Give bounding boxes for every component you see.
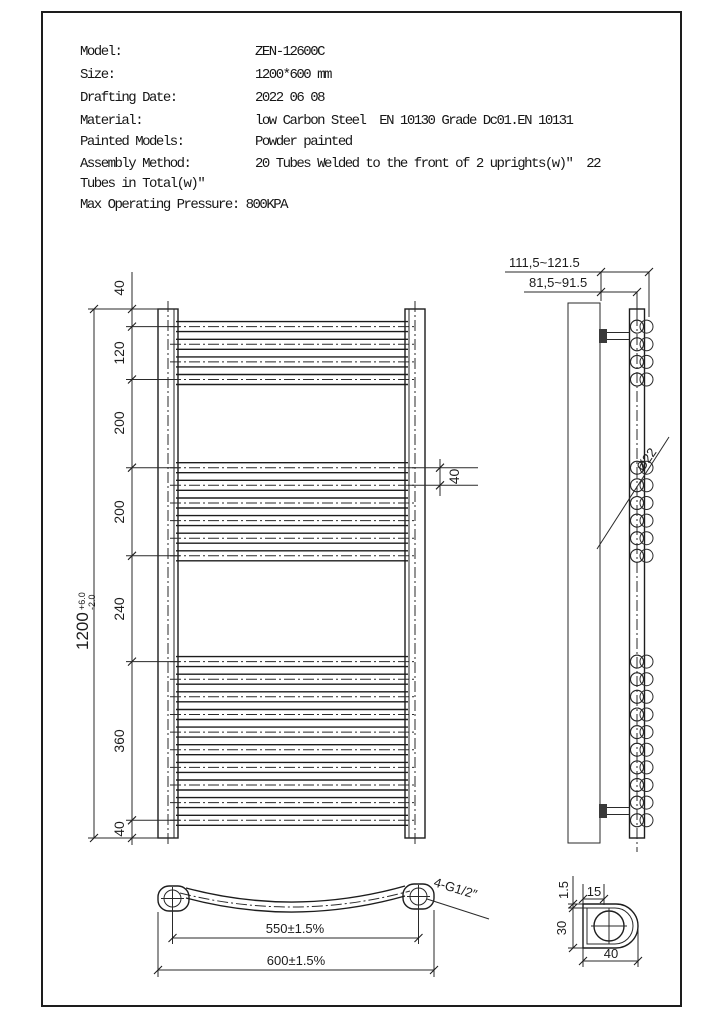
painted-value: Powder painted: [255, 134, 352, 150]
tube-group-top: [170, 322, 414, 385]
date-value: 2022 06 08: [255, 90, 325, 106]
wall-bracket-top: [599, 329, 630, 343]
size-value: 1200*600 mm: [255, 67, 331, 83]
pressure-line: Max Operating Pressure: 800KPA: [80, 197, 288, 213]
dim-chain-240: 240: [111, 597, 127, 621]
dim-chain: [111, 272, 180, 845]
tube-group-bottom: [170, 657, 414, 826]
tube-group-middle: [170, 463, 414, 561]
date-label: Drafting Date:: [80, 90, 177, 106]
bottom-view: [154, 875, 489, 977]
painted-label: Painted Models:: [80, 134, 184, 150]
overall-height-label: 1200: [73, 612, 92, 650]
callout-connections: [427, 875, 489, 919]
assembly-value: 20 Tubes Welded to the front of 2 uprights(w)″ 22: [255, 156, 601, 172]
dim-flat-width: [579, 884, 608, 905]
dim-tube-pitch: [408, 459, 478, 496]
side-view: [505, 255, 669, 852]
tube-pitch-label: 40: [446, 468, 462, 485]
size-label: Size:: [80, 67, 115, 83]
callout-tube-diameter: [597, 437, 669, 549]
tube-diameter-label: Ø22: [633, 445, 660, 474]
dim-wall-to-center: [524, 275, 641, 317]
dim-overall-height: [73, 305, 178, 842]
tolerance-plus: +6.0: [77, 592, 87, 610]
wall-brick-hatch: [568, 303, 600, 843]
dim-thickness-depth: [554, 876, 587, 952]
dim-chain-120: 120: [111, 341, 127, 365]
left-fitting: [158, 886, 189, 911]
dim-chain-360: 360: [111, 729, 127, 753]
material-label: Material:: [80, 113, 143, 129]
model-label: Model:: [80, 44, 122, 60]
assembly-value-cont: Tubes in Total(w)″: [80, 176, 205, 192]
wall-to-center-label: 81,5~91.5: [529, 275, 588, 290]
dim-centers-width: [169, 904, 423, 944]
flat-width-label: 15: [586, 884, 602, 899]
dim-chain-200b: 200: [111, 500, 127, 524]
wall-bracket-bottom: [599, 804, 630, 818]
wall-thickness-label: 1.5: [556, 880, 571, 900]
depth-label: 30: [554, 920, 569, 936]
side-tube-circles: [631, 320, 654, 827]
front-view: [73, 272, 478, 846]
assembly-label: Assembly Method:: [80, 156, 191, 172]
curved-tube-inner: [186, 896, 405, 912]
overall-width-label: 600±1.5%: [266, 953, 326, 968]
material-value: low Carbon Steel EN 10130 Grade Dc01.EN 10131: [255, 113, 573, 129]
connections-label: 4-G1/2″: [432, 874, 479, 902]
section-width-label: 40: [603, 946, 619, 961]
dim-chain-40-top: 40: [111, 280, 127, 296]
dim-chain-200a: 200: [111, 411, 127, 435]
dim-chain-40-bottom: 40: [111, 821, 127, 837]
detail-view: [554, 876, 642, 967]
wall-to-front-label: 111,5~121.5: [509, 255, 580, 270]
tolerance-minus: -2.0: [87, 594, 97, 610]
model-value: ZEN-12600C: [255, 44, 325, 60]
centers-width-label: 550±1.5%: [265, 921, 325, 936]
